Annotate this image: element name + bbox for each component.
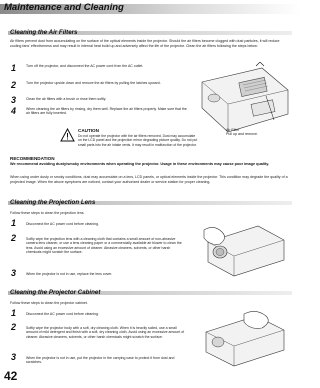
- page-number: 42: [4, 369, 18, 383]
- section-title-projector-cabinet: Cleaning the Projector Cabinet: [10, 289, 101, 296]
- pull-up-label: Pull up and remove.: [226, 132, 258, 137]
- cabinet-step-2: Softly wipe the projector body with a soft, dry cleaning cloth. When it is heavily soiled, use a small amount of mild detergent and finish with a soft, dry cleaning cloth. Avoid using an excessive amount of cleaner. Abrasive cleaners, solvents, or other harsh chemicals might scratch the surface.: [26, 326, 185, 339]
- lens-step-3: When the projector is not in use, replace the lens cover.: [26, 272, 113, 276]
- caution-text: Do not operate the projector with the air filters removed. Dust may accumulate on the LCD panel and the projection mirror degrading picture quality. Do not put small parts into the air intake vents. It may result in malfunction of the projector.: [78, 134, 198, 147]
- cabinet-step-1: Disconnect the AC power cord before cleaning.: [26, 312, 99, 316]
- projector-cabinet-cleaning-illustration: [200, 306, 288, 368]
- section-title-projection-lens: Cleaning the Projection Lens: [10, 199, 96, 206]
- step-number: 1: [11, 308, 17, 318]
- step-number: 2: [11, 322, 17, 332]
- step-number: 3: [11, 268, 17, 278]
- projector-cabinet-intro: Follow these steps to clean the projector cabinet.: [10, 301, 88, 305]
- step-number: 3: [11, 352, 17, 362]
- lens-step-2: Softly wipe the projection lens with a cleaning cloth that contains a small amount of non-abrasive camera lens cleaner, or use a lens cleaning paper or a commercially available air blower to clean the lens. Avoid using an excessive amount of cleaner. Abrasive cleaners, solvents, or other harsh chemicals might scratch the surface.: [26, 237, 182, 255]
- cabinet-step-3: When the projector is not in use, put the projector in the carrying case to protect it from dust and scratches.: [26, 356, 175, 365]
- section-title-air-filters: Cleaning the Air Filters: [10, 29, 78, 36]
- recommendation-bold-text: We recommend avoiding dusty/smoky environments when operating the projector. Usage in these environments may cause poor image quality.: [10, 162, 270, 166]
- air-filter-step-4: When cleaning the air filters by rinsing, dry them well. Replace the air filters properly. Make sure that the air filters are fully inserted.: [26, 107, 187, 116]
- air-filter-step-2: Turn the projector upside down and remove the air filters by pulling the latches upward.: [26, 81, 161, 85]
- step-number: 4: [11, 106, 17, 116]
- step-number: 1: [11, 218, 17, 228]
- step-number: 2: [11, 80, 17, 90]
- air-filter-step-3: Clean the air filters with a brush or rinse them softly.: [26, 97, 107, 101]
- step-number: 1: [11, 63, 17, 73]
- step-number: 3: [11, 95, 17, 105]
- air-filter-callout: [226, 128, 258, 137]
- lens-step-1: Disconnect the AC power cord before cleaning.: [26, 222, 99, 226]
- recommendation-title: RECOMMENDATION: [10, 156, 55, 161]
- caution-title: CAUTION: [78, 128, 99, 133]
- air-filter-label: Air Filter: [226, 128, 240, 132]
- air-filters-intro: Air filters prevent dust from accumulating on the surface of the optical elements inside the projector. Should the air filters become clogged with dust particles, it will reduce cooling fans' effectiveness and may result in internal heat build up and adversely affect the life of the projector. Clean the air filters following the steps below:: [10, 39, 280, 48]
- projection-lens-intro: Follow these steps to clean the projection lens.: [10, 211, 85, 215]
- projection-lens-cleaning-illustration: [200, 216, 288, 278]
- step-number: 2: [11, 233, 17, 243]
- page-header-title: Maintenance and Cleaning: [4, 2, 124, 13]
- air-filter-step-1: Turn off the projector, and disconnect the AC power cord from the AC outlet.: [26, 64, 144, 68]
- caution-warning-icon: [60, 128, 75, 142]
- recommendation-text: When using under dusty or smoky conditions, dust may accumulate on a lens, LCD panels, or optical elements inside the projector. This condition may degrade the quality of a projected image. When the above symptoms are noticed, contact your authorized dealer or service station for proper cleaning.: [10, 175, 288, 184]
